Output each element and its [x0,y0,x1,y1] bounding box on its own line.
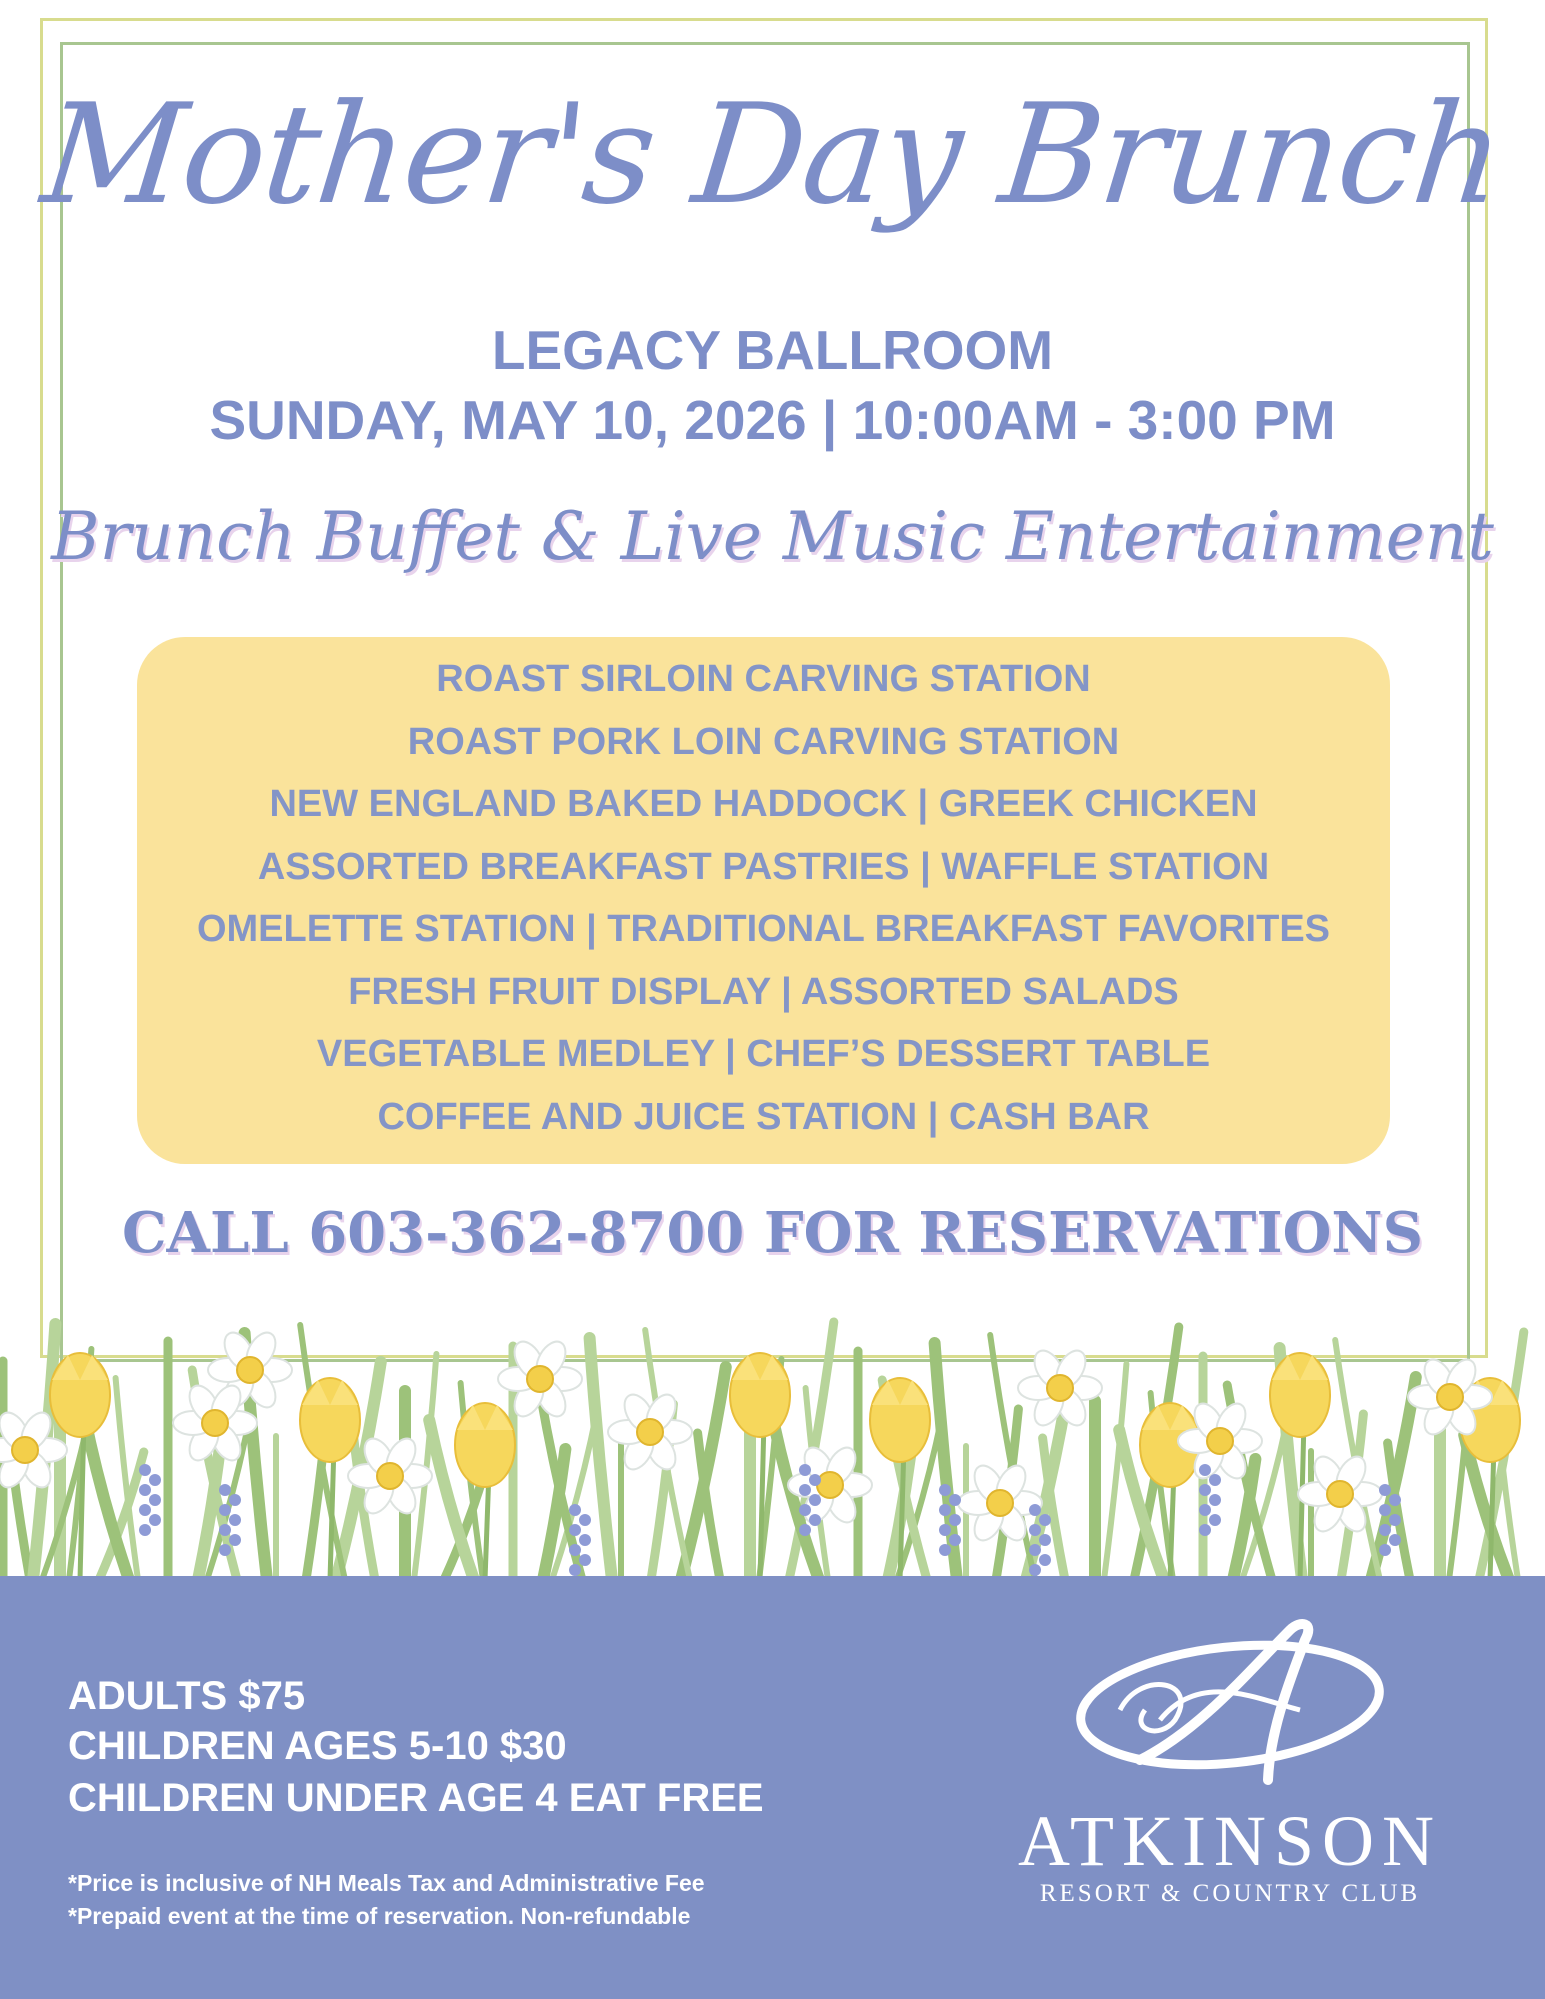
tulip-flower [730,1353,790,1437]
daffodil-center [1327,1481,1353,1507]
price-children: CHILDREN AGES 5-10 $30 [68,1724,567,1768]
daffodil-center [1047,1375,1073,1401]
hyacinth-bud [809,1494,821,1506]
flower-border-illustration [0,1300,1545,1580]
daffodil-center [987,1490,1013,1516]
hyacinth-bud [219,1504,231,1516]
hyacinth-bud [229,1514,241,1526]
menu-list [137,648,1390,1148]
hyacinth-bud [579,1514,591,1526]
hyacinth-bud [1199,1524,1211,1536]
hyacinth-bud [939,1504,951,1516]
menu-item: NEW ENGLAND BAKED HADDOCK | GREEK CHICKEN [269,783,1258,825]
tulip-flower [870,1378,930,1462]
hyacinth-bud [949,1494,961,1506]
price-note-prepaid: *Prepaid event at the time of reservation. Non-refundable [68,1903,691,1929]
hyacinth-bud [1199,1504,1211,1516]
hyacinth-bud [799,1484,811,1496]
hyacinth-bud [139,1504,151,1516]
hyacinth-bud [809,1514,821,1526]
hyacinth-bud [149,1474,161,1486]
leaf [1104,1364,1126,1580]
event-datetime: SUNDAY, MAY 10, 2026 | 10:00AM - 3:00 PM [209,389,1336,451]
hyacinth-bud [569,1524,581,1536]
hyacinth-bud [149,1514,161,1526]
hyacinth-bud [799,1524,811,1536]
hyacinth-bud [139,1464,151,1476]
hyacinth-bud [579,1554,591,1566]
hyacinth-bud [1029,1504,1041,1516]
hyacinth-bud [1209,1514,1221,1526]
hyacinth-bud [949,1534,961,1546]
hyacinth-bud [939,1484,951,1496]
brand-tagline: RESORT & COUNTRY CLUB [1039,1880,1421,1907]
hyacinth-bud [139,1484,151,1496]
hyacinth-bud [1379,1544,1391,1556]
daffodil-center [202,1410,228,1436]
hyacinth-bud [1039,1554,1051,1566]
event-title: Mother's Day Brunch [35,74,1510,235]
hyacinth-bud [1389,1494,1401,1506]
hyacinth-bud [1209,1494,1221,1506]
daffodil-center [377,1463,403,1489]
hyacinth-bud [1199,1484,1211,1496]
hyacinth-bud [1029,1524,1041,1536]
tulip-flower [455,1403,515,1487]
leaf [990,1335,1035,1580]
daffodil-center [1207,1428,1233,1454]
hyacinth-bud [579,1534,591,1546]
menu-item: COFFEE AND JUICE STATION | CASH BAR [377,1095,1150,1138]
hyacinth-bud [1199,1464,1211,1476]
hyacinth-bud [1029,1564,1041,1576]
hyacinth-bud [799,1464,811,1476]
hyacinth-bud [949,1514,961,1526]
daffodil-center [527,1366,553,1392]
hyacinth-bud [219,1544,231,1556]
hyacinth-bud [1389,1534,1401,1546]
hyacinth-bud [569,1564,581,1576]
hyacinth-bud [939,1524,951,1536]
daffodil-center [817,1472,843,1498]
hyacinth-bud [1039,1534,1051,1546]
price-under4: CHILDREN UNDER AGE 4 EAT FREE [68,1776,764,1820]
tulip-stem [1490,1445,1494,1580]
hyacinth-bud [229,1534,241,1546]
menu-item: ASSORTED BREAKFAST PASTRIES | WAFFLE STATION [257,845,1270,888]
brand-name: ATKINSON [1018,1801,1442,1881]
hyacinth-bud [1209,1474,1221,1486]
daffodil-center [1437,1384,1463,1410]
hyacinth-bud [229,1494,241,1506]
hyacinth-bud [1029,1544,1041,1556]
reservation-line: CALL 603-362-8700 FOR RESERVATIONS [121,1200,1424,1266]
hyacinth-bud [219,1484,231,1496]
hyacinth-bud [569,1504,581,1516]
menu-item: ROAST PORK LOIN CARVING STATION [407,720,1120,763]
price-adults: ADULTS $75 [68,1674,306,1718]
hyacinth-bud [1379,1524,1391,1536]
tulip-flower [1270,1353,1330,1437]
daffodil-center [237,1357,263,1383]
hyacinth-bud [219,1524,231,1536]
hyacinth-bud [939,1544,951,1556]
menu-item: ROAST SIRLOIN CARVING STATION [436,658,1091,700]
hyacinth-bud [1039,1514,1051,1526]
tulip-stem [330,1445,334,1580]
daffodil-center [12,1437,38,1463]
tulip-flower [50,1353,110,1437]
hyacinth-bud [149,1494,161,1506]
hyacinth-bud [1389,1514,1401,1526]
menu-item: FRESH FRUIT DISPLAY | ASSORTED SALADS [348,970,1179,1013]
tulip-flower [300,1378,360,1462]
hyacinth-bud [1379,1484,1391,1496]
daffodil-center [637,1419,663,1445]
hyacinth-bud [569,1544,581,1556]
hyacinth-bud [799,1504,811,1516]
venue-name: LEGACY BALLROOM [491,319,1054,381]
menu-item: VEGETABLE MEDLEY | CHEF’S DESSERT TABLE [316,1033,1211,1075]
event-subtitle: Brunch Buffet & Live Music Entertainment [51,498,1494,575]
leaf [590,1338,612,1580]
hyacinth-bud [139,1524,151,1536]
menu-item: OMELETTE STATION | TRADITIONAL BREAKFAST FAVORITES [196,908,1331,950]
hyacinth-bud [1379,1504,1391,1516]
price-note-tax: *Price is inclusive of NH Meals Tax and Administrative Fee [68,1870,705,1896]
hyacinth-bud [809,1474,821,1486]
